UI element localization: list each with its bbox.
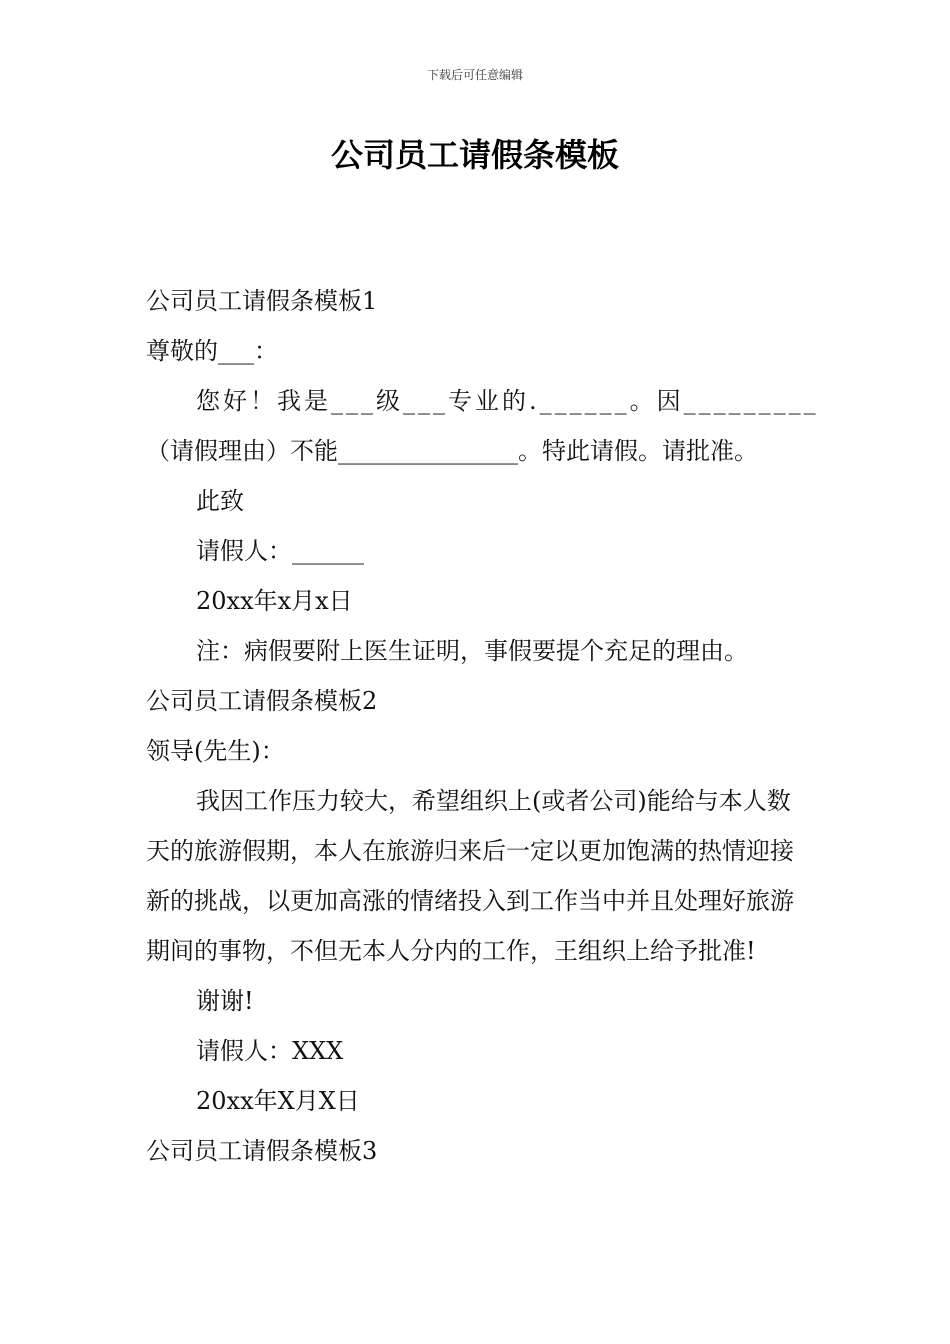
body-paragraph-2: 我因工作压力较大，希望组织上(或者公司)能给与本人数天的旅游假期，本人在旅游归来后一定以更加饱满的热情迎接新的挑战，以更加高涨的情绪投入到工作当中并且处理好旅游期间的事物，不但无本人分内的工作，王组织上给予批准! [146,787,794,965]
document-title: 公司员工请假条模板 [330,136,619,174]
closing-1: 此致 [196,487,244,515]
applicant-2: 请假人：XXX [196,1037,344,1065]
section-heading-1: 公司员工请假条模板1 [146,287,378,315]
document-body [146,276,819,1176]
section-heading-3: 公司员工请假条模板3 [146,1137,378,1165]
body-line-2: （请假理由）不能_______________。特此请假。请批准。 [146,437,758,465]
header-note: 下载后可任意编辑 [426,68,523,82]
date-2: 20xx年X月X日 [196,1087,360,1115]
applicant-1: 请假人：______ [196,537,364,565]
salutation-1: 尊敬的___： [146,337,278,365]
body-line-1: 您好！我是___级___专业的.______。因_________ [196,387,819,415]
date-1: 20xx年x月x日 [196,587,353,615]
thanks-2: 谢谢! [196,987,254,1015]
section-heading-2: 公司员工请假条模板2 [146,687,378,715]
note-1: 注：病假要附上医生证明，事假要提个充足的理由。 [196,637,748,665]
salutation-2: 领导(先生)： [146,737,285,765]
